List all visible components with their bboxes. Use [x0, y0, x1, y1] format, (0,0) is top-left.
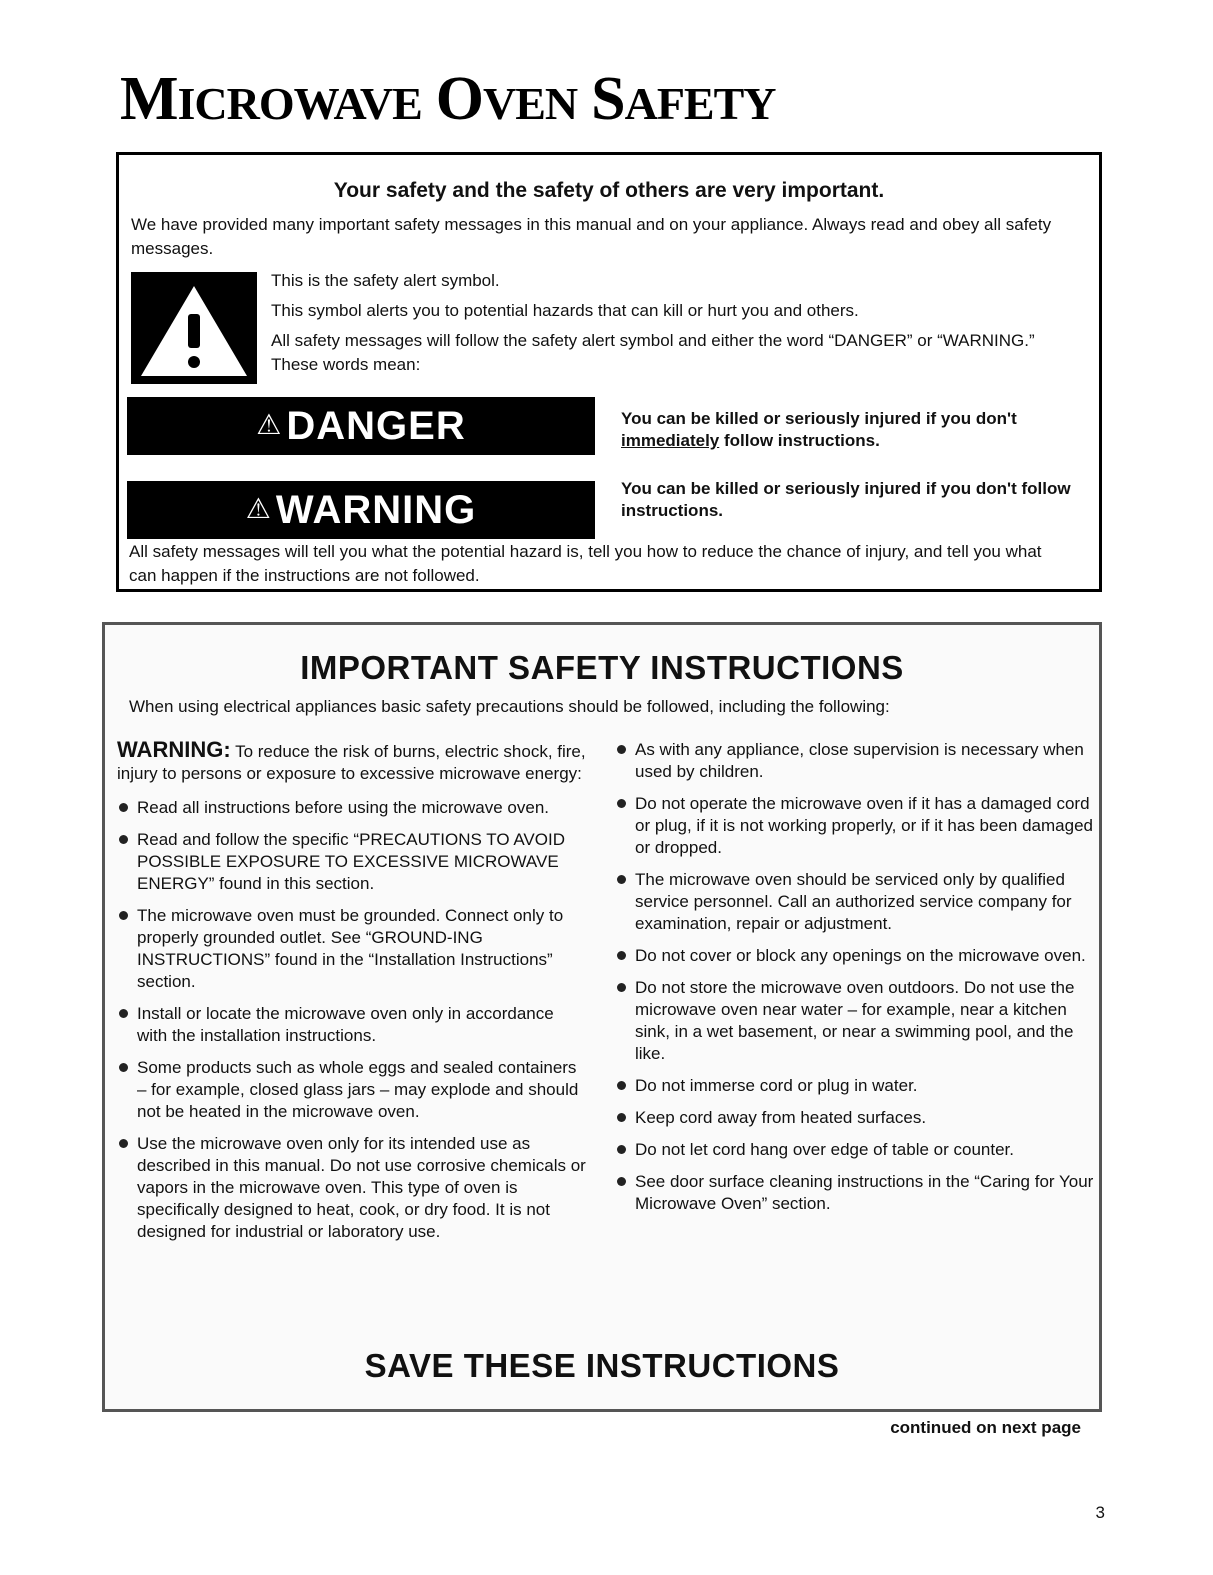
instructions-intro: When using electrical appliances basic safety precautions should be followed, including the following:	[129, 697, 890, 716]
list-item: The microwave oven should be serviced only by qualified service personnel. Call an authorized service company for examination, repair or adjustment.	[615, 869, 1095, 935]
list-item: Use the microwave oven only for its intended use as described in this manual. Do not use corrosive chemicals or vapors in the microwave oven. This type of oven is specifically designed to heat, cook, or dry food. It is not designed for industrial or laboratory use.	[117, 1133, 587, 1243]
list-item: Read all instructions before using the microwave oven.	[117, 797, 587, 819]
bullet-icon	[119, 1009, 128, 1018]
safety-heading: Your safety and the safety of others are very important.	[333, 179, 885, 202]
alert-triangle-icon: ⚠	[256, 408, 283, 440]
danger-meaning: You can be killed or seriously injured if you don't immediately follow instructions.	[621, 409, 1017, 450]
list-item: Some products such as whole eggs and sealed containers – for example, closed glass jars – may explode and should not be heated in the microwave oven.	[117, 1057, 587, 1123]
safety-intro: We have provided many important safety messages in this manual and on your appliance. Always read and obey all safety messages.	[131, 215, 1052, 258]
bullet-icon	[617, 875, 626, 884]
warning-banner	[127, 481, 595, 539]
list-item: The microwave oven must be grounded. Connect only to properly grounded outlet. See “GROUND-ING INSTRUCTIONS” found in the “Installation Instructions” section.	[117, 905, 587, 993]
symbol-line: This symbol alerts you to potential hazards that can kill or hurt you and others.	[271, 301, 859, 320]
warning-label: WARNING	[275, 487, 477, 532]
safety-alert-symbol-icon	[131, 272, 257, 384]
list-item: Install or locate the microwave oven only in accordance with the installation instructions.	[117, 1003, 587, 1047]
symbol-explanation	[271, 269, 1059, 383]
alert-triangle-icon: ⚠	[245, 492, 272, 524]
bullet-icon	[119, 835, 128, 844]
left-bullet-list	[117, 797, 587, 1243]
bullet-icon	[119, 1139, 128, 1148]
bullet-icon	[617, 1177, 626, 1186]
bullet-icon	[617, 1081, 626, 1090]
bullet-icon	[617, 1145, 626, 1154]
page-number: 3	[1095, 1503, 1105, 1522]
bullet-icon	[119, 803, 128, 812]
list-item: Read and follow the specific “PRECAUTIONS TO AVOID POSSIBLE EXPOSURE TO EXCESSIVE MICROWAVE ENERGY” found in this section.	[117, 829, 587, 895]
list-item: As with any appliance, close supervision is necessary when used by children.	[615, 739, 1095, 783]
bullet-icon	[617, 983, 626, 992]
list-item: See door surface cleaning instructions in the “Caring for Your Microwave Oven” section.	[615, 1171, 1095, 1215]
list-item: Do not let cord hang over edge of table or counter.	[615, 1139, 1095, 1161]
bullet-icon	[617, 951, 626, 960]
bullet-icon	[617, 745, 626, 754]
danger-banner	[127, 397, 595, 455]
list-item: Do not store the microwave oven outdoors. Do not use the microwave oven near water – for example, near a kitchen sink, in a wet basement, or near a swimming pool, and the like.	[615, 977, 1095, 1065]
save-instructions-title: SAVE THESE INSTRUCTIONS	[364, 1347, 840, 1384]
bullet-icon	[119, 911, 128, 920]
warning-lead: WARNING: To reduce the risk of burns, electric shock, fire, injury to persons or exposure to excessive microwave energy:	[117, 737, 586, 783]
title-word-1: MICROWAVE	[120, 65, 422, 133]
page-title	[120, 65, 790, 133]
right-bullet-list	[615, 739, 1095, 1215]
title-word-2: OVEN	[435, 65, 578, 133]
danger-label: DANGER	[286, 403, 466, 448]
list-item: Do not operate the microwave oven if it has a damaged cord or plug, if it is not working properly, or if it has been damaged or dropped.	[615, 793, 1095, 859]
bullet-icon	[617, 799, 626, 808]
safety-box	[116, 152, 1102, 592]
instructions-left-column	[117, 739, 587, 1253]
symbol-line: All safety messages will follow the safety alert symbol and either the word “DANGER” or “WARNING.” These words mean:	[271, 331, 1035, 374]
important-safety-instructions	[102, 622, 1102, 1412]
warning-meaning: You can be killed or seriously injured if you don't follow instructions.	[621, 479, 1071, 520]
title-word-3: SAFETY	[591, 65, 776, 133]
safety-outro: All safety messages will tell you what the potential hazard is, tell you how to reduce the chance of injury, and tell you what can happen if the instructions are not followed.	[129, 542, 1042, 585]
symbol-line: This is the safety alert symbol.	[271, 271, 500, 290]
instructions-right-column	[615, 739, 1095, 1225]
bullet-icon	[119, 1063, 128, 1072]
continued-note: continued on next page	[890, 1418, 1081, 1437]
bullet-icon	[617, 1113, 626, 1122]
list-item: Keep cord away from heated surfaces.	[615, 1107, 1095, 1129]
list-item: Do not immerse cord or plug in water.	[615, 1075, 1095, 1097]
list-item: Do not cover or block any openings on the microwave oven.	[615, 945, 1095, 967]
instructions-title: IMPORTANT SAFETY INSTRUCTIONS	[300, 649, 904, 686]
